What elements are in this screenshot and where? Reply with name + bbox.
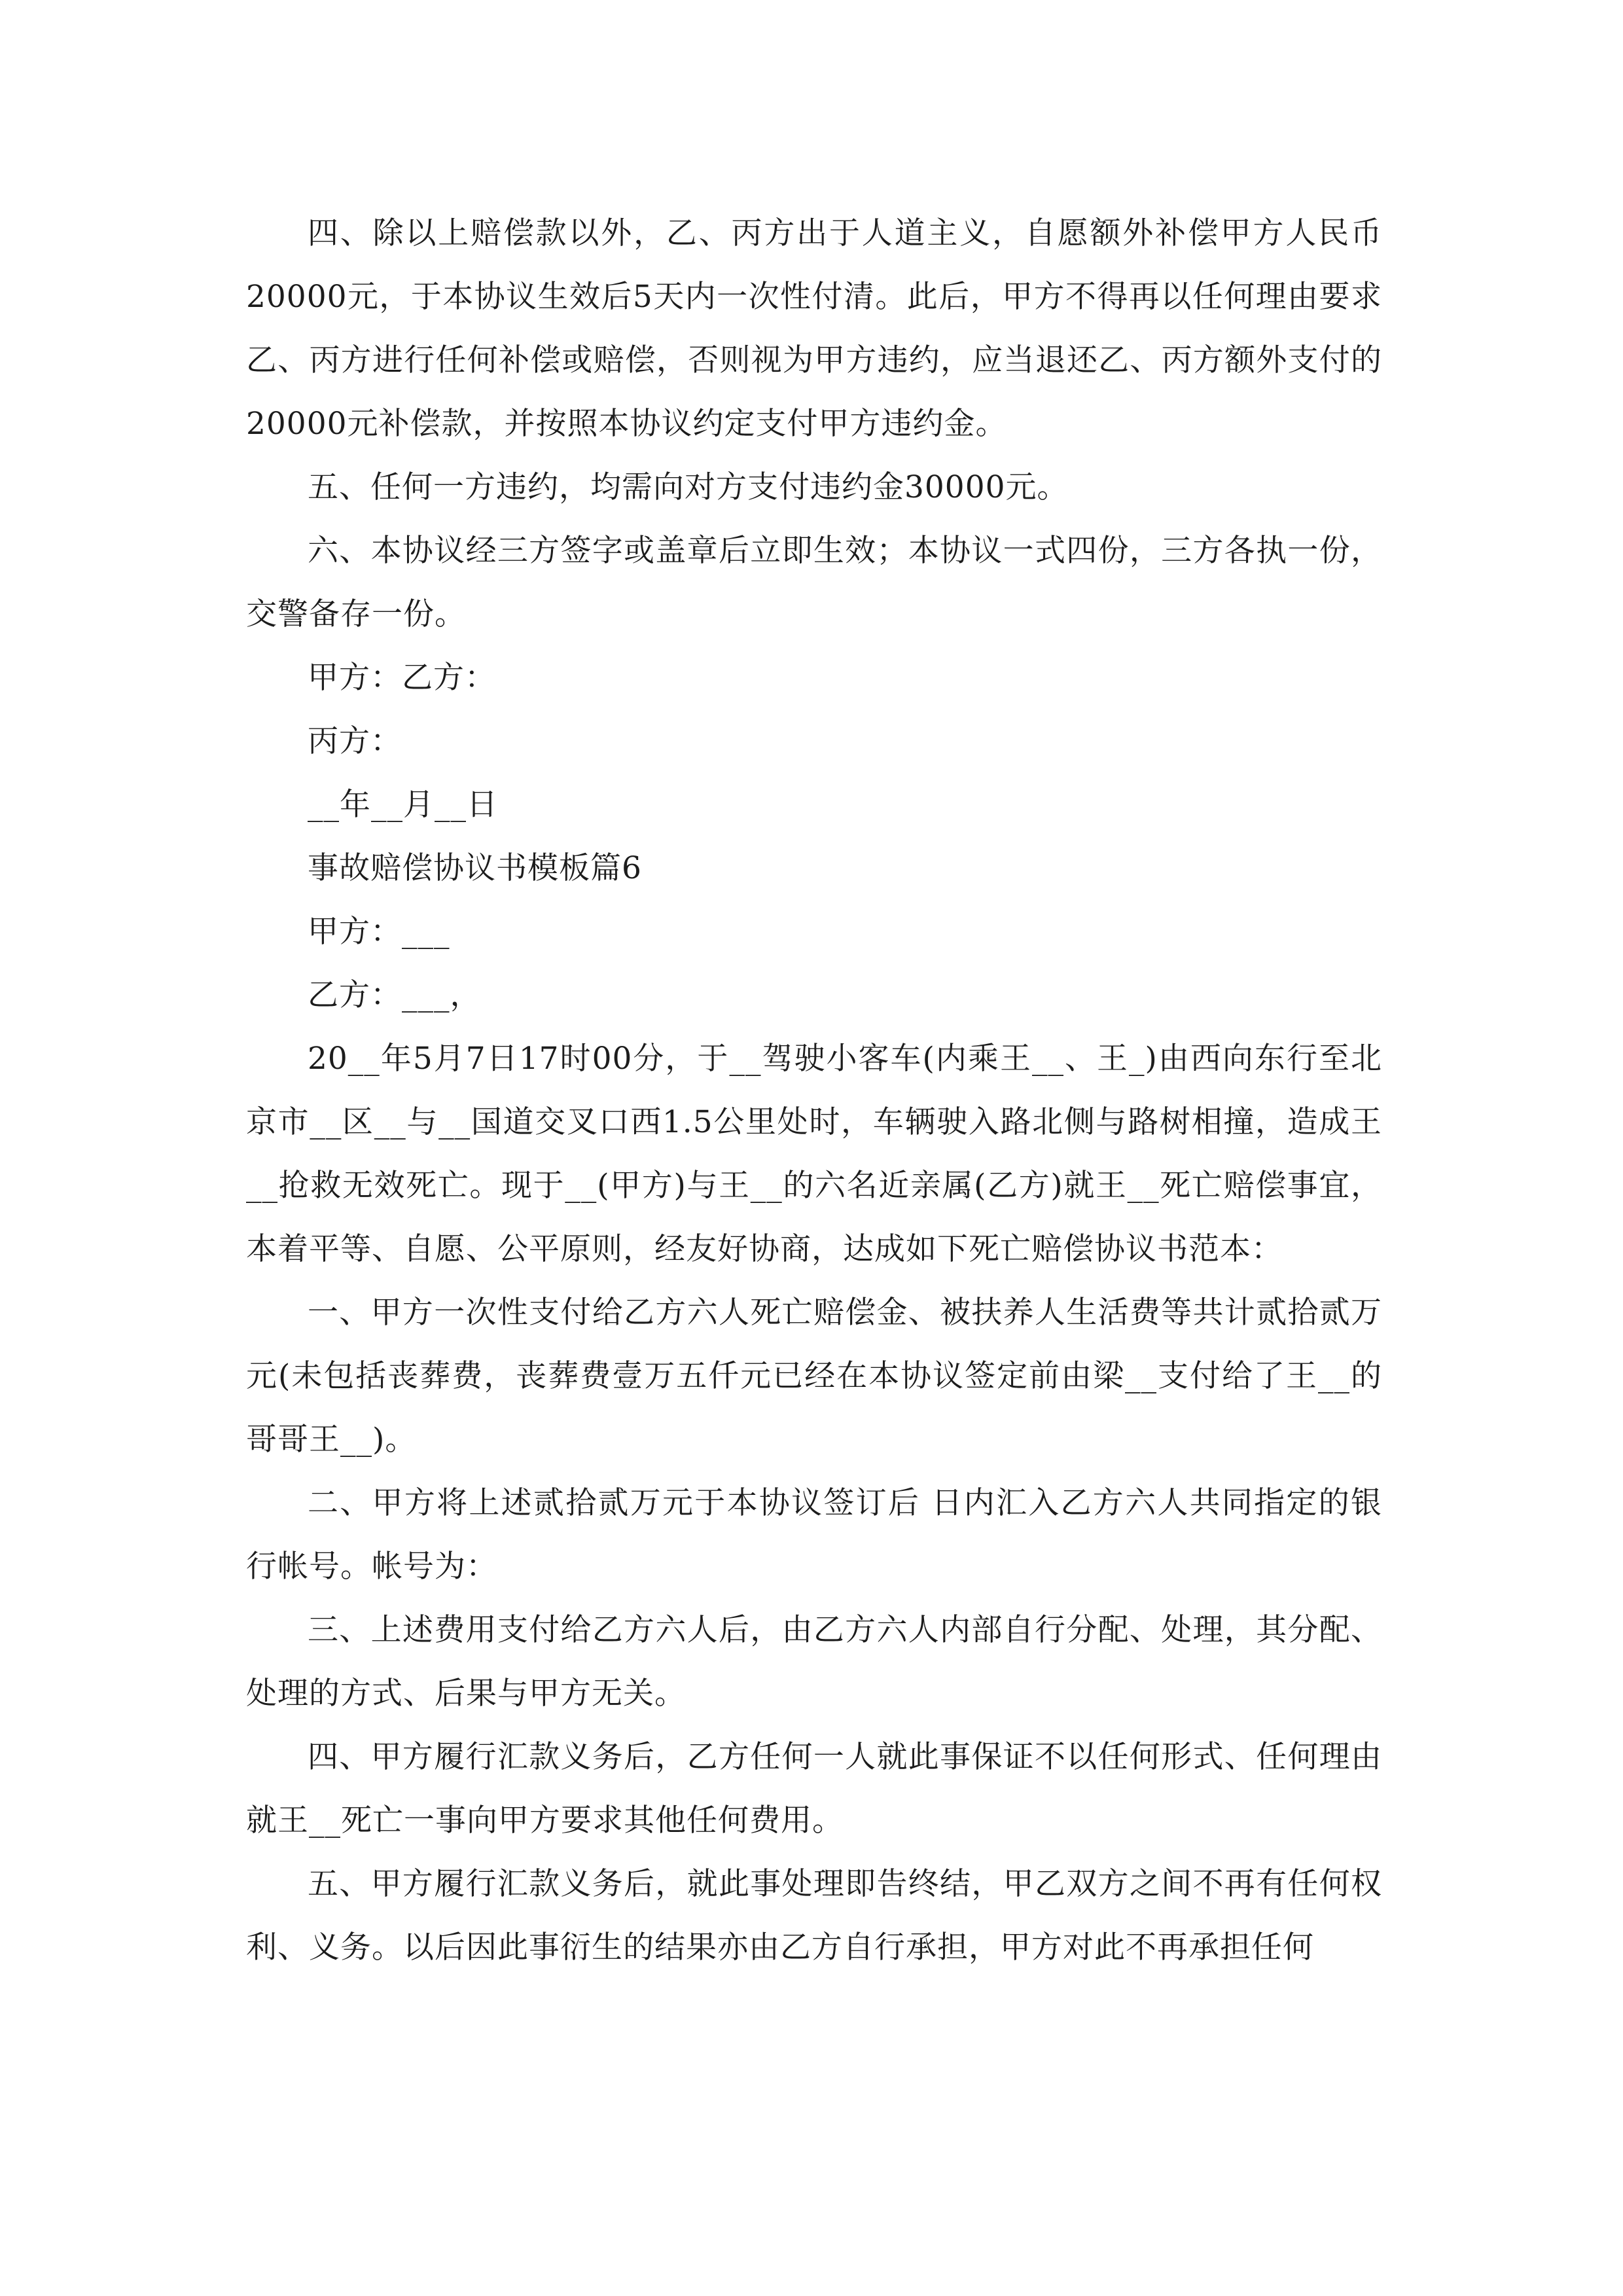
document-body: [246, 202, 1382, 1979]
paragraph-clause-3: 三、上述费用支付给乙方六人后，由乙方六人内部自行分配、处理，其分配、处理的方式、后果与甲方无关。: [246, 1612, 1382, 1712]
date-line: __年__月__日: [308, 787, 498, 823]
signature-line-party-a-b: 甲方：乙方：: [308, 660, 496, 696]
paragraph-clause-2: 二、甲方将上述贰拾贰万元于本协议签订后 日内汇入乙方六人共同指定的银行帐号。帐号为：: [246, 1485, 1382, 1585]
party-a-line: 甲方：___: [308, 914, 450, 950]
paragraph-accident-description: 20__年5月7日17时00分，于__驾驶小客车(内乘王__、王_)由西向东行至北京市__区__与__国道交叉口西1.5公里处时，车辆驶入路北侧与路树相撞，造成王__抢救无效死亡。现于__(甲方)与王__的六名近亲属(乙方)就王__死亡赔偿事宜，本着平等、自愿、公平原则，经友好协商，达成如下死亡赔偿协议书范本：: [246, 1041, 1383, 1267]
paragraph-clause-5: 五、甲方履行汇款义务后，就此事处理即告终结，甲乙双方之间不再有任何权利、义务。以后因此事衍生的结果亦由乙方自行承担，甲方对此不再承担任何: [246, 1866, 1382, 1965]
signature-line-party-c: 丙方：: [308, 723, 402, 759]
paragraph-breach-penalty: 五、任何一方违约，均需向对方支付违约金30000元。: [308, 469, 1069, 505]
paragraph-compensation-extra: 四、除以上赔偿款以外，乙、丙方出于人道主义，自愿额外补偿甲方人民币20000元，于本协议生效后5天内一次性付清。此后，甲方不得再以任何理由要求乙、丙方进行任何补偿或赔偿，否则视为甲方违约，应当退还乙、丙方额外支付的20000元补偿款，并按照本协议约定支付甲方违约金。: [246, 215, 1382, 442]
section-heading: 事故赔偿协议书模板篇6: [308, 850, 642, 886]
paragraph-clause-4: 四、甲方履行汇款义务后，乙方任何一人就此事保证不以任何形式、任何理由就王__死亡一事向甲方要求其他任何费用。: [246, 1739, 1382, 1839]
paragraph-clause-1: 一、甲方一次性支付给乙方六人死亡赔偿金、被扶养人生活费等共计贰拾贰万元(未包括丧葬费，丧葬费壹万五仟元已经在本协议签定前由梁__支付给了王__的哥哥王__)。: [246, 1295, 1382, 1458]
party-b-line: 乙方：___，: [308, 977, 482, 1013]
paragraph-effectiveness: 六、本协议经三方签字或盖章后立即生效；本协议一式四份，三方各执一份，交警备存一份。: [246, 533, 1382, 632]
